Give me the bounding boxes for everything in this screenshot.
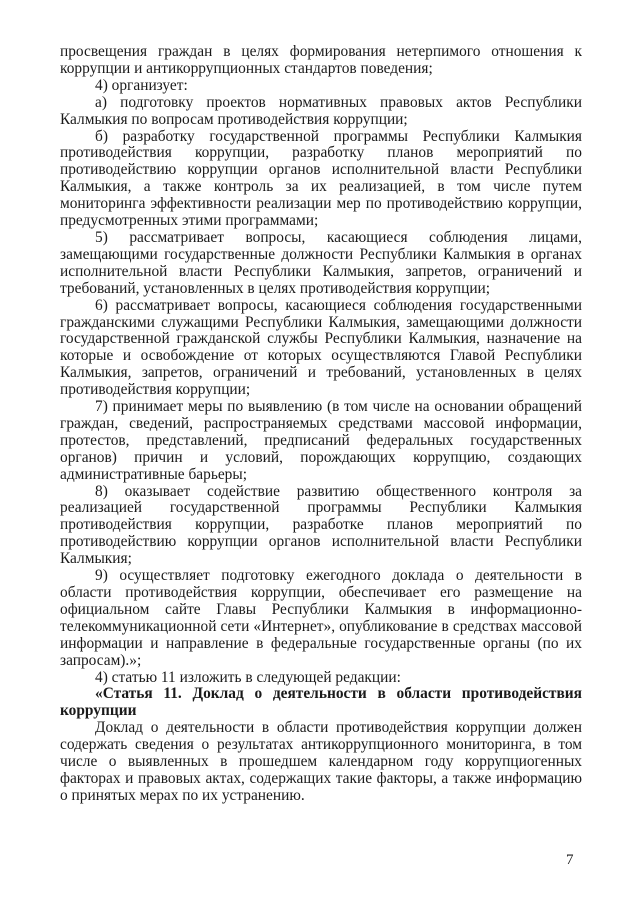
page-number: 7 xyxy=(566,852,574,868)
article-body: Доклад о деятельности в области противодействия коррупции должен содержать сведения о результатах антикоррупционного мониторинга, в том числе о выявленных в прошедшем календарном году коррупциогенных факторах и правовых актах, содержащих такие факторы, а также информацию о принятых мерах по их устранению. xyxy=(60,719,582,804)
paragraph-item-6: 6) рассматривает вопросы, касающиеся соблюдения государственными гражданскими служащими Республики Калмыкия, замещающими должности государственной гражданской службы Республики Калмыкия, назначение на которые и освобождение от которых осуществляются Главой Республики Калмыкия, запретов, ограничений и требований, установленных в целях противодействия коррупции; xyxy=(60,296,582,399)
paragraph-item-5: 5) рассматривает вопросы, касающиеся соблюдения лицами, замещающими государственные должности Республики Калмыкия в органах исполнительной власти Республики Калмыкия, запретов, ограничений и требований, установленных в целях противодействия коррупции; xyxy=(60,228,582,297)
paragraph-item-8: 8) оказывает содействие развитию общественного контроля за реализацией государственной программы Республики Калмыкия противодействия коррупции, разработке планов мероприятий по противодействию коррупции органов исполнительной власти Республики Калмыкия; xyxy=(60,482,582,568)
article-heading: «Статья 11. Доклад о деятельности в области противодействия коррупции xyxy=(60,685,582,720)
paragraph-item-4: 4) организует: xyxy=(95,76,188,94)
document-page xyxy=(60,44,582,805)
paragraph-item-7: 7) принимает меры по выявлению (в том числе на основании обращений граждан, сведений, распространяемых средствами массовой информации, протестов, представлений, предписаний федеральных государственных органов) причин и условий, порождающих коррупцию, создающих административные барьеры; xyxy=(60,398,582,483)
paragraph-amendment-4: 4) статью 11 изложить в следующей редакции: xyxy=(95,668,401,686)
paragraph-item-9: 9) осуществляет подготовку ежегодного доклада о деятельности в области противодействия коррупции, обеспечивает его размещение на официальном сайте Главы Республики Калмыкия в информационно-телекоммуникационной сети «Интернет», опубликование в средствах массовой информации и направление в федеральные государственные органы (по их запросам).»; xyxy=(60,567,582,669)
paragraph-continuation: просвещения граждан в целях формирования нетерпимого отношения к коррупции и антикоррупционных стандартов поведения; xyxy=(60,43,582,77)
paragraph-item-4b: б) разработку государственной программы Республики Калмыкия противодействия коррупции, разработку планов мероприятий по противодействию коррупции органов исполнительной власти Республики Калмыкия, а также контроль за их реализацией, в том числе путем мониторинга эффективности реализации мер по противодействию коррупции, предусмотренных этими программами; xyxy=(60,127,582,230)
paragraph-item-4a: а) подготовку проектов нормативных правовых актов Республики Калмыкия по вопросам противодействия коррупции; xyxy=(60,93,582,128)
